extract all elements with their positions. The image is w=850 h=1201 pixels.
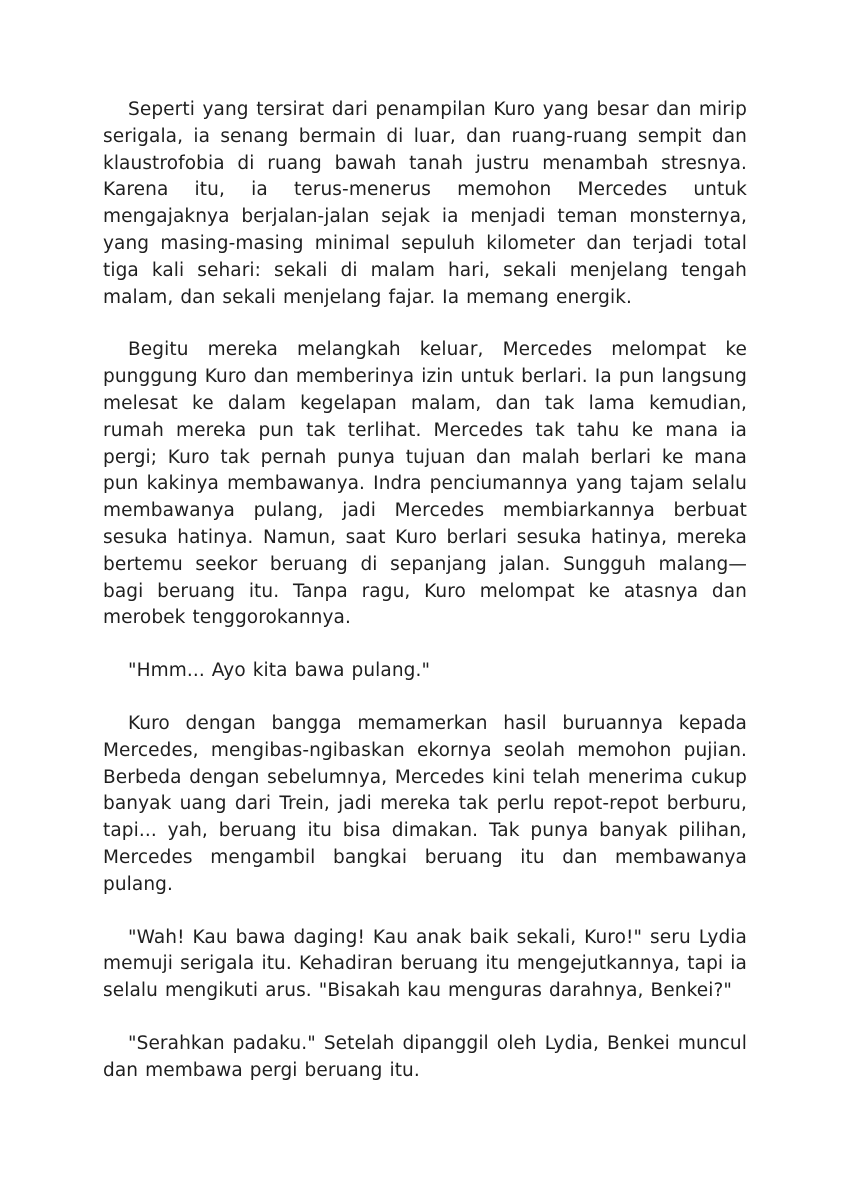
paragraph-narrative-3: Kuro dengan bangga memamerkan hasil buruannya kepada Mercedes, mengibas-ngibaskan ekornya seolah memohon pujian. Berbeda dengan sebelumnya, Mercedes kini telah menerima cukup banyak uang dari Trein, jadi mereka tak perlu repot-repot berburu, tapi... yah, beruang itu bisa dimakan. Tak punya banyak pilihan, Mercedes mengambil bangkai beruang itu dan membawanya pulang. xyxy=(103,712,747,895)
paragraph-dialogue-3: "Serahkan padaku." Setelah dipanggil oleh Lydia, Benkei muncul dan membawa pergi beruang itu. xyxy=(103,1032,747,1081)
paragraph-dialogue-1: "Hmm... Ayo kita bawa pulang." xyxy=(128,660,431,682)
paragraph-narrative-1: Seperti yang tersirat dari penampilan Kuro yang besar dan mirip serigala, ia senang bermain di luar, dan ruang-ruang sempit dan klaustrofobia di ruang bawah tanah justru menambah stresnya. Karena itu, ia terus-menerus memohon Mercedes untuk mengajaknya berjalan-jalan sejak ia menjadi teman monsternya, yang masing-masing minimal sepuluh kilometer dan terjadi total tiga kali sehari: sekali di malam hari, sekali menjelang tengah malam, dan sekali menjelang fajar. Ia memang energik. xyxy=(103,99,747,308)
paragraph-dialogue-2: "Wah! Kau bawa daging! Kau anak baik sekali, Kuro!" seru Lydia memuji serigala itu. Kehadiran beruang itu mengejutkannya, tapi ia selalu mengikuti arus. "Bisakah kau menguras darahnya, Benkei?" xyxy=(103,926,747,1002)
paragraph-narrative-2: Begitu mereka melangkah keluar, Mercedes melompat ke punggung Kuro dan memberinya izin untuk berlari. Ia pun langsung melesat ke dalam kegelapan malam, dan tak lama kemudian, rumah mereka pun tak terlihat. Mercedes tak tahu ke mana ia pergi; Kuro tak pernah punya tujuan dan malah berlari ke mana pun kakinya membawanya. Indra penciumannya yang tajam selalu membawanya pulang, jadi Mercedes membiarkannya berbuat sesuka hatinya. Namun, saat Kuro berlari sesuka hatinya, mereka bertemu seekor beruang di sepanjang jalan. Sungguh malang—bagi beruang itu. Tanpa ragu, Kuro melompat ke atasnya dan merobek tenggorokannya. xyxy=(103,339,747,629)
text-block xyxy=(103,97,747,1085)
